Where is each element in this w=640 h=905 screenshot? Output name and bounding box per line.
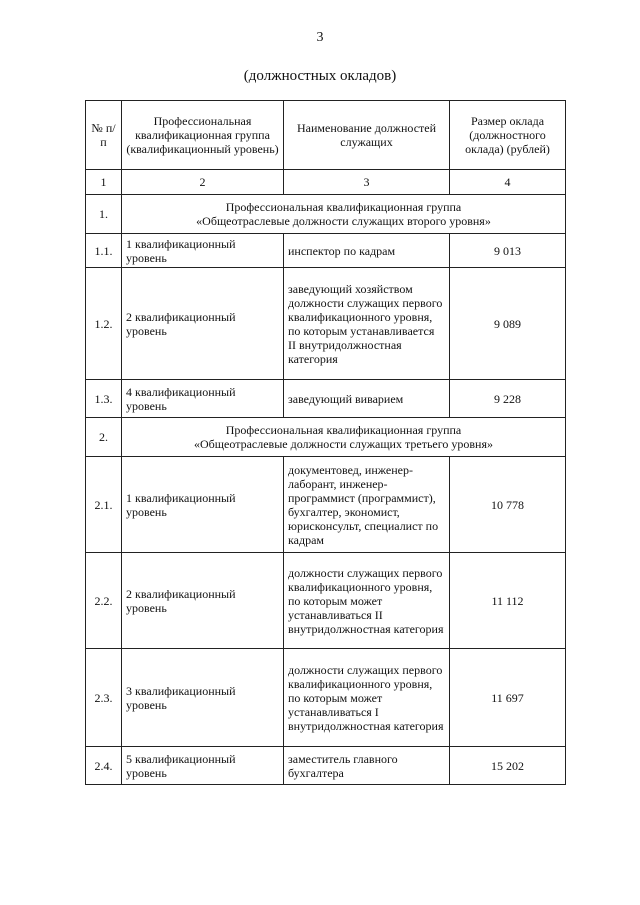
group-title-line: Профессиональная квалификационная группа (225, 200, 462, 214)
group-title-line: Профессиональная квалификационная группа (225, 423, 462, 437)
table-row (86, 268, 566, 380)
table-header-row (86, 101, 566, 170)
position-names: заведующий хозяйством должности служащих первого квалификационного уровня, по которым устанавливается II внутридолжностная категория (284, 268, 450, 380)
salary-value: 11 112 (450, 553, 566, 649)
group-row (86, 418, 566, 457)
header-number: № п/п (86, 101, 122, 170)
group-number: 2. (86, 418, 122, 457)
position-names: заведующий виварием (284, 380, 450, 418)
table-row (86, 747, 566, 785)
row-number: 2.4. (86, 747, 122, 785)
group-title (122, 418, 566, 457)
salary-value: 10 778 (450, 457, 566, 553)
row-number: 2.3. (86, 649, 122, 747)
position-names: заместитель главного бухгалтера (284, 747, 450, 785)
row-number: 1.1. (86, 234, 122, 268)
group-title-line: «Общеотраслевые должности служащих второго уровня» (196, 214, 491, 228)
page-number: 3 (316, 30, 324, 45)
salary-value: 11 697 (450, 649, 566, 747)
column-number: 2 (122, 170, 284, 195)
salary-value: 9 089 (450, 268, 566, 380)
row-number: 2.2. (86, 553, 122, 649)
position-names: должности служащих первого квалификационного уровня, по которым может устанавливаться I внутридолжностная категория (284, 649, 450, 747)
position-names: инспектор по кадрам (284, 234, 450, 268)
table-row (86, 649, 566, 747)
column-number: 1 (86, 170, 122, 195)
qualification-level: 1 квалификационный уровень (122, 234, 284, 268)
header-group: Профессиональная квалификационная группа (квалификационный уровень) (122, 101, 284, 170)
header-positions: Наименование должностей служащих (284, 101, 450, 170)
group-row (86, 195, 566, 234)
group-number: 1. (86, 195, 122, 234)
position-names: должности служащих первого квалификационного уровня, по которым может устанавливаться II внутридолжностная категория (284, 553, 450, 649)
group-title (122, 195, 566, 234)
salary-value: 15 202 (450, 747, 566, 785)
table-row (86, 380, 566, 418)
table-row (86, 234, 566, 268)
header-salary: Размер оклада (должностного оклада) (рублей) (450, 101, 566, 170)
table-row (86, 457, 566, 553)
position-names: документовед, инженер-лаборант, инженер-программист (программист), бухгалтер, экономист, юрисконсульт, специалист по кадрам (284, 457, 450, 553)
salary-value: 9 228 (450, 380, 566, 418)
row-number: 1.3. (86, 380, 122, 418)
qualification-level: 1 квалификационный уровень (122, 457, 284, 553)
qualification-level: 2 квалификационный уровень (122, 553, 284, 649)
row-number: 2.1. (86, 457, 122, 553)
column-number-row (86, 170, 566, 195)
group-title-line: «Общеотраслевые должности служащих третьего уровня» (194, 437, 493, 451)
salary-value: 9 013 (450, 234, 566, 268)
qualification-level: 4 квалификационный уровень (122, 380, 284, 418)
qualification-level: 3 квалификационный уровень (122, 649, 284, 747)
salary-table (85, 100, 566, 785)
row-number: 1.2. (86, 268, 122, 380)
column-number: 4 (450, 170, 566, 195)
column-number: 3 (284, 170, 450, 195)
document-heading: (должностных окладов) (243, 68, 397, 84)
qualification-level: 2 квалификационный уровень (122, 268, 284, 380)
qualification-level: 5 квалификационный уровень (122, 747, 284, 785)
table-row (86, 553, 566, 649)
